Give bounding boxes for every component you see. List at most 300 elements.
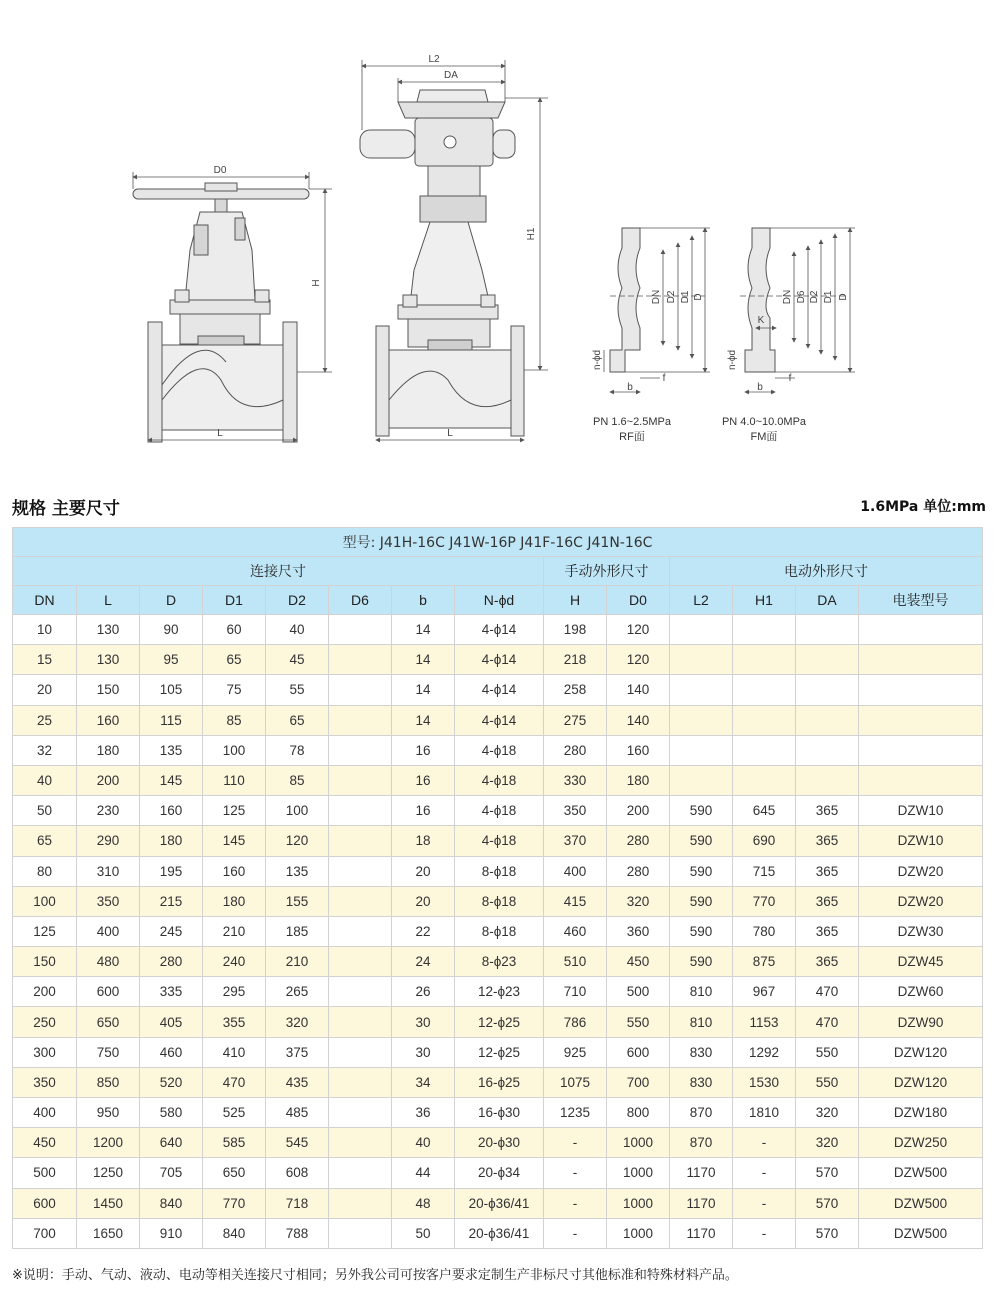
table-cell: 450 (607, 947, 670, 977)
table-cell: 95 (140, 645, 203, 675)
table-cell: 840 (203, 1218, 266, 1248)
table-cell: 16 (392, 765, 455, 795)
table-cell: 295 (203, 977, 266, 1007)
table-cell: 195 (140, 856, 203, 886)
table-cell: 200 (607, 796, 670, 826)
table-cell: 400 (77, 916, 140, 946)
table-cell: 155 (266, 886, 329, 916)
table-cell: 1000 (607, 1128, 670, 1158)
table-row (13, 1037, 983, 1067)
table-cell: 18 (392, 826, 455, 856)
table-cell: 80 (13, 856, 77, 886)
table-cell (329, 675, 392, 705)
table-cell: 20-ϕ36/41 (455, 1218, 544, 1248)
table-cell: 20 (392, 856, 455, 886)
table-cell: 240 (203, 947, 266, 977)
table-cell: 160 (607, 735, 670, 765)
table-cell (670, 735, 733, 765)
table-cell: 215 (140, 886, 203, 916)
table-cell: 1170 (670, 1188, 733, 1218)
table-cell: 4-ϕ14 (455, 615, 544, 645)
table-cell: 14 (392, 675, 455, 705)
table-cell: 200 (13, 977, 77, 1007)
table-row (13, 796, 983, 826)
table-cell: 360 (607, 916, 670, 946)
table-cell: 50 (13, 796, 77, 826)
table-cell: 608 (266, 1158, 329, 1188)
fm-label-k: K (757, 315, 765, 326)
table-cell: 125 (13, 916, 77, 946)
table-cell: 4-ϕ18 (455, 796, 544, 826)
table-cell: 1292 (733, 1037, 796, 1067)
table-cell: 110 (203, 765, 266, 795)
table-cell: 470 (796, 1007, 859, 1037)
dim-label-l-electric: L (447, 428, 453, 439)
table-cell: 590 (670, 916, 733, 946)
table-cell (329, 645, 392, 675)
table-cell (859, 705, 983, 735)
table-cell: 510 (544, 947, 607, 977)
table-cell: 230 (77, 796, 140, 826)
table-cell: 470 (796, 977, 859, 1007)
table-cell: 967 (733, 977, 796, 1007)
table-cell: 870 (670, 1128, 733, 1158)
table-cell: 34 (392, 1067, 455, 1097)
table-cell: 365 (796, 826, 859, 856)
table-cell: 125 (203, 796, 266, 826)
rf-caption-face: RF面 (619, 431, 645, 443)
table-cell: 1650 (77, 1218, 140, 1248)
dim-label-h: H (311, 279, 322, 287)
group-header-connection: 连接尺寸 (13, 557, 544, 586)
table-cell: 8-ϕ18 (455, 886, 544, 916)
table-cell: 365 (796, 856, 859, 886)
table-cell (329, 1158, 392, 1188)
table-cell: 1450 (77, 1188, 140, 1218)
table-row (13, 1128, 983, 1158)
table-cell: 705 (140, 1158, 203, 1188)
table-cell: 26 (392, 977, 455, 1007)
table-cell: 245 (140, 916, 203, 946)
table-cell: - (733, 1218, 796, 1248)
rf-label-d: D (693, 293, 704, 301)
table-cell: 14 (392, 645, 455, 675)
rf-label-f: f (662, 373, 666, 384)
rf-label-d2: D2 (666, 290, 677, 304)
table-cell: 830 (670, 1037, 733, 1067)
table-cell (329, 1098, 392, 1128)
table-cell: DZW90 (859, 1007, 983, 1037)
table-cell: 470 (203, 1067, 266, 1097)
table-cell: 135 (140, 735, 203, 765)
table-cell: DZW10 (859, 826, 983, 856)
table-cell (733, 675, 796, 705)
table-row (13, 947, 983, 977)
table-cell (733, 645, 796, 675)
table-cell: 750 (77, 1037, 140, 1067)
table-cell: 198 (544, 615, 607, 645)
table-cell (733, 765, 796, 795)
table-cell: 258 (544, 675, 607, 705)
table-cell: 22 (392, 916, 455, 946)
table-cell: - (544, 1158, 607, 1188)
table-cell (329, 1128, 392, 1158)
table-cell (329, 796, 392, 826)
table-cell: 570 (796, 1218, 859, 1248)
table-cell: DZW45 (859, 947, 983, 977)
table-cell: 20 (392, 886, 455, 916)
table-cell: 485 (266, 1098, 329, 1128)
table-cell: 1000 (607, 1158, 670, 1188)
table-cell: 830 (670, 1067, 733, 1097)
table-cell: 320 (796, 1098, 859, 1128)
table-cell: 160 (203, 856, 266, 886)
table-cell: 925 (544, 1037, 607, 1067)
table-cell: 20-ϕ30 (455, 1128, 544, 1158)
table-row (13, 615, 983, 645)
table-cell: 810 (670, 977, 733, 1007)
table-cell: 525 (203, 1098, 266, 1128)
table-cell: 20-ϕ34 (455, 1158, 544, 1188)
table-cell: 550 (796, 1067, 859, 1097)
table-cell: 16 (392, 796, 455, 826)
table-cell: 590 (670, 886, 733, 916)
table-cell: 4-ϕ18 (455, 826, 544, 856)
table-cell: 545 (266, 1128, 329, 1158)
table-cell: 65 (13, 826, 77, 856)
table-cell (733, 705, 796, 735)
table-cell: 10 (13, 615, 77, 645)
column-header: H (544, 586, 607, 615)
table-cell: 870 (670, 1098, 733, 1128)
table-cell: 100 (203, 735, 266, 765)
table-cell: 435 (266, 1067, 329, 1097)
table-cell (329, 1007, 392, 1037)
table-cell (859, 615, 983, 645)
table-cell: 415 (544, 886, 607, 916)
table-cell: 25 (13, 705, 77, 735)
column-header: D1 (203, 586, 266, 615)
table-cell: 330 (544, 765, 607, 795)
table-cell: 786 (544, 1007, 607, 1037)
table-cell: 650 (77, 1007, 140, 1037)
table-cell: 875 (733, 947, 796, 977)
table-cell: DZW10 (859, 796, 983, 826)
table-cell: - (544, 1218, 607, 1248)
table-cell: 145 (203, 826, 266, 856)
table-cell: 30 (392, 1037, 455, 1067)
table-cell: 590 (670, 856, 733, 886)
table-cell: 160 (140, 796, 203, 826)
table-cell: 590 (670, 826, 733, 856)
table-cell: 715 (733, 856, 796, 886)
table-cell: 40 (266, 615, 329, 645)
table-cell (796, 645, 859, 675)
table-cell: - (733, 1128, 796, 1158)
table-cell: 100 (266, 796, 329, 826)
table-cell: 780 (733, 916, 796, 946)
table-cell: DZW500 (859, 1158, 983, 1188)
dim-label-da: DA (444, 70, 458, 81)
table-cell (859, 765, 983, 795)
table-cell (796, 735, 859, 765)
table-cell: 718 (266, 1188, 329, 1218)
table-cell (329, 615, 392, 645)
table-model-row (13, 528, 983, 557)
table-cell: 350 (77, 886, 140, 916)
table-cell: DZW120 (859, 1037, 983, 1067)
column-header: 电装型号 (859, 586, 983, 615)
table-column-header-row (13, 586, 983, 615)
rf-label-nphid: n-ϕd (592, 349, 603, 371)
table-cell: DZW180 (859, 1098, 983, 1128)
table-cell: 85 (203, 705, 266, 735)
table-cell: 600 (77, 977, 140, 1007)
spec-table (12, 527, 983, 1249)
table-cell: 90 (140, 615, 203, 645)
group-header-electric: 电动外形尺寸 (670, 557, 983, 586)
table-cell: 640 (140, 1128, 203, 1158)
table-cell: DZW500 (859, 1188, 983, 1218)
table-row (13, 675, 983, 705)
table-cell: 140 (607, 675, 670, 705)
table-cell: 30 (392, 1007, 455, 1037)
table-row (13, 916, 983, 946)
table-group-row (13, 557, 983, 586)
table-cell: 120 (607, 645, 670, 675)
table-cell: 16-ϕ30 (455, 1098, 544, 1128)
valve-technical-drawing (0, 0, 1000, 470)
table-cell: - (544, 1128, 607, 1158)
table-cell: 1200 (77, 1128, 140, 1158)
table-row (13, 1007, 983, 1037)
table-cell (796, 765, 859, 795)
pressure-unit-label: 1.6MPa 单位:mm (860, 499, 986, 515)
table-cell: 210 (203, 916, 266, 946)
table-cell: 290 (77, 826, 140, 856)
table-cell: 365 (796, 886, 859, 916)
table-cell: 4-ϕ14 (455, 705, 544, 735)
table-cell: 130 (77, 645, 140, 675)
table-cell: 32 (13, 735, 77, 765)
table-cell (329, 886, 392, 916)
column-header: L (77, 586, 140, 615)
table-cell (329, 826, 392, 856)
table-cell: 4-ϕ18 (455, 735, 544, 765)
table-cell: DZW20 (859, 856, 983, 886)
column-header: DN (13, 586, 77, 615)
table-cell: 280 (544, 735, 607, 765)
table-cell: - (733, 1158, 796, 1188)
column-header: H1 (733, 586, 796, 615)
table-cell: 280 (607, 826, 670, 856)
table-cell: 600 (13, 1188, 77, 1218)
table-cell: 600 (607, 1037, 670, 1067)
table-cell: 590 (670, 796, 733, 826)
table-cell: 180 (140, 826, 203, 856)
table-cell (329, 1067, 392, 1097)
table-cell: 20-ϕ36/41 (455, 1188, 544, 1218)
table-cell: 60 (203, 615, 266, 645)
dim-label-l-manual: L (217, 428, 223, 439)
table-cell: 650 (203, 1158, 266, 1188)
table-cell: 590 (670, 947, 733, 977)
column-header: D0 (607, 586, 670, 615)
table-cell (796, 615, 859, 645)
manual-valve-figure (133, 183, 309, 442)
table-cell: 250 (13, 1007, 77, 1037)
table-cell: 8-ϕ23 (455, 947, 544, 977)
column-header: L2 (670, 586, 733, 615)
section-title: 规格 主要尺寸 (12, 499, 120, 519)
column-header: DA (796, 586, 859, 615)
table-cell: 78 (266, 735, 329, 765)
table-cell: 280 (140, 947, 203, 977)
table-cell: 370 (544, 826, 607, 856)
table-cell: 500 (13, 1158, 77, 1188)
table-cell: 4-ϕ14 (455, 675, 544, 705)
fm-label-d1: D1 (823, 290, 834, 304)
table-cell: 850 (77, 1067, 140, 1097)
table-cell: 40 (13, 765, 77, 795)
table-cell: 355 (203, 1007, 266, 1037)
table-cell: DZW20 (859, 886, 983, 916)
table-cell: 570 (796, 1158, 859, 1188)
column-header: D6 (329, 586, 392, 615)
fm-label-nphid: n-ϕd (727, 349, 738, 371)
table-cell: 320 (266, 1007, 329, 1037)
table-row (13, 886, 983, 916)
table-cell: 1250 (77, 1158, 140, 1188)
table-cell: 8-ϕ18 (455, 856, 544, 886)
table-cell: 160 (77, 705, 140, 735)
table-cell: 16 (392, 735, 455, 765)
table-row (13, 1067, 983, 1097)
table-cell: 460 (544, 916, 607, 946)
table-cell: 450 (13, 1128, 77, 1158)
table-cell: 8-ϕ18 (455, 916, 544, 946)
footnote: ※说明：手动、气动、液动、电动等相关连接尺寸相同；另外我公司可按客户要求定制生产非标尺寸其他标准和特殊材料产品。 (12, 1268, 738, 1283)
table-cell: 115 (140, 705, 203, 735)
table-cell (670, 645, 733, 675)
table-cell: 50 (392, 1218, 455, 1248)
table-cell (329, 765, 392, 795)
table-cell: 710 (544, 977, 607, 1007)
table-cell: 105 (140, 675, 203, 705)
table-cell: 210 (266, 947, 329, 977)
fm-label-d: D (838, 293, 849, 301)
table-cell: 350 (13, 1067, 77, 1097)
table-cell: 100 (13, 886, 77, 916)
table-cell: 310 (77, 856, 140, 886)
table-row (13, 705, 983, 735)
table-cell: 700 (13, 1218, 77, 1248)
table-cell: 75 (203, 675, 266, 705)
table-row (13, 826, 983, 856)
table-cell: 185 (266, 916, 329, 946)
dim-label-d0: D0 (213, 165, 227, 176)
dim-label-h1: H1 (526, 227, 537, 241)
table-cell: 460 (140, 1037, 203, 1067)
table-cell: 218 (544, 645, 607, 675)
fm-label-f: f (788, 373, 792, 384)
table-cell: 1000 (607, 1188, 670, 1218)
table-cell: 810 (670, 1007, 733, 1037)
table-cell: 910 (140, 1218, 203, 1248)
table-cell (670, 615, 733, 645)
table-cell: 265 (266, 977, 329, 1007)
table-cell: 120 (266, 826, 329, 856)
table-cell: 400 (13, 1098, 77, 1128)
table-cell: 280 (607, 856, 670, 886)
table-cell: 20 (13, 675, 77, 705)
table-body (13, 615, 983, 1249)
table-cell (329, 856, 392, 886)
table-cell: DZW250 (859, 1128, 983, 1158)
table-cell: 140 (607, 705, 670, 735)
model-header: 型号: J41H-16C J41W-16P J41F-16C J41N-16C (13, 528, 983, 557)
table-cell (670, 675, 733, 705)
fm-label-dn: DN (782, 289, 793, 305)
table-cell: 480 (77, 947, 140, 977)
column-header: b (392, 586, 455, 615)
table-cell (733, 615, 796, 645)
table-cell: 840 (140, 1188, 203, 1218)
table-cell (670, 765, 733, 795)
table-cell: 150 (13, 947, 77, 977)
table-cell: 645 (733, 796, 796, 826)
table-cell: 500 (607, 977, 670, 1007)
table-cell: 44 (392, 1158, 455, 1188)
table-cell: 400 (544, 856, 607, 886)
table-cell (329, 947, 392, 977)
table-cell: 800 (607, 1098, 670, 1128)
table-cell: 55 (266, 675, 329, 705)
table-cell (329, 705, 392, 735)
table-cell: DZW30 (859, 916, 983, 946)
table-cell: 85 (266, 765, 329, 795)
table-cell: 1235 (544, 1098, 607, 1128)
table-cell: 1810 (733, 1098, 796, 1128)
table-cell: 690 (733, 826, 796, 856)
table-cell: 130 (77, 615, 140, 645)
table-cell: 580 (140, 1098, 203, 1128)
fm-label-b: b (757, 382, 763, 393)
table-cell: 4-ϕ18 (455, 765, 544, 795)
table-cell: 1530 (733, 1067, 796, 1097)
table-cell: 36 (392, 1098, 455, 1128)
table-cell: 180 (203, 886, 266, 916)
group-header-manual: 手动外形尺寸 (544, 557, 670, 586)
table-row (13, 735, 983, 765)
table-cell: DZW60 (859, 977, 983, 1007)
table-cell: 1000 (607, 1218, 670, 1248)
table-cell (859, 645, 983, 675)
table-row (13, 1158, 983, 1188)
fm-caption-face: FM面 (750, 431, 778, 443)
table-cell (733, 735, 796, 765)
table-cell: 405 (140, 1007, 203, 1037)
table-cell: 180 (77, 735, 140, 765)
table-cell: DZW120 (859, 1067, 983, 1097)
table-cell (670, 705, 733, 735)
column-header: D2 (266, 586, 329, 615)
table-cell: 520 (140, 1067, 203, 1097)
table-cell: DZW500 (859, 1218, 983, 1248)
rf-label-b: b (627, 382, 633, 393)
table-cell (329, 977, 392, 1007)
table-cell: 1170 (670, 1218, 733, 1248)
